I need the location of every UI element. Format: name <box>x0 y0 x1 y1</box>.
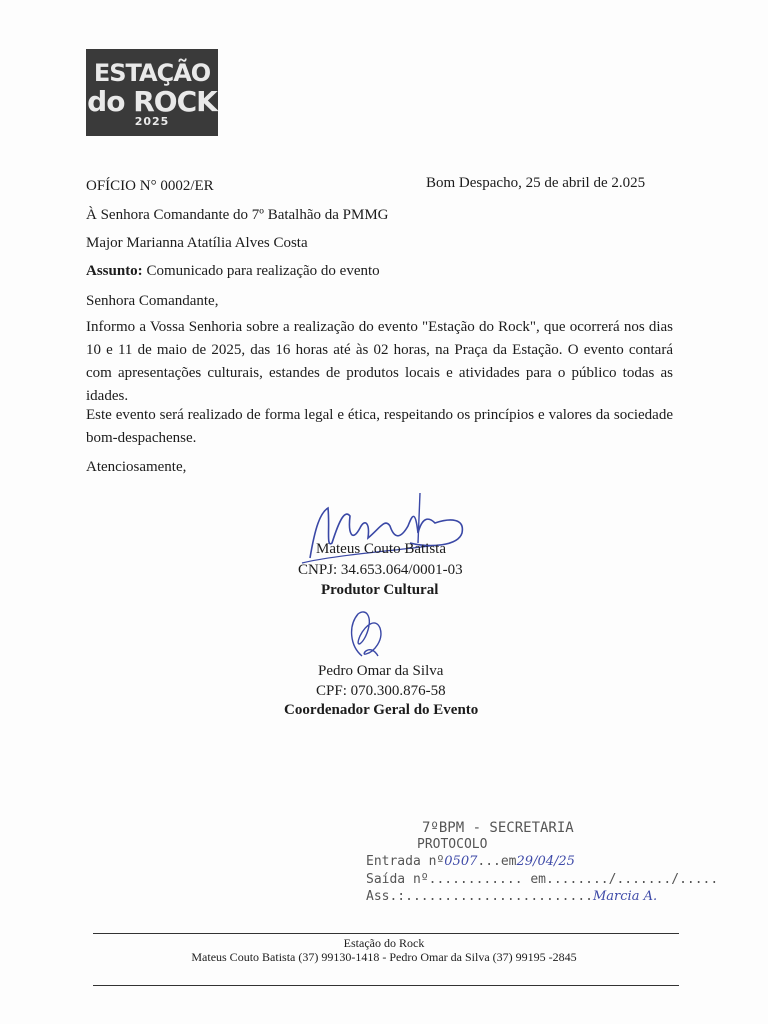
recipient-line1: À Senhora Comandante do 7º Batalhão da PMMG <box>86 207 389 223</box>
stamp-entrada: Entrada nº0507...em29/04/25 <box>366 854 575 869</box>
salutation: Senhora Comandante, <box>86 293 219 309</box>
stamp-ass <box>366 889 657 904</box>
closing: Atenciosamente, <box>86 459 187 475</box>
stamp-ass-signature: Marcia A. <box>592 889 658 904</box>
signer2-name: Pedro Omar da Silva <box>318 663 444 679</box>
body-paragraph-1: Informo a Vossa Senhoria sobre a realização do evento "Estação do Rock", que ocorrerá nos dias 10 e 11 de maio de 2025, das 16 horas até às 02 horas, na Praça da Estação. O evento contará com apresentações culturais, estandes de produtos locais e atividades para o público todas as idades. <box>86 319 673 404</box>
stamp-ass-label: Ass.:........................ <box>366 889 593 904</box>
stamp-subtitle: PROTOCOLO <box>417 837 488 852</box>
logo-year: 2025 <box>134 115 170 128</box>
footer-title: Estação do Rock <box>343 936 425 950</box>
stamp-saida: Saída nº............ em......../......./..... <box>366 872 719 887</box>
signature-pedro <box>340 606 390 661</box>
stamp-title: 7ºBPM - SECRETARIA <box>422 820 574 836</box>
signer1-cnpj: CNPJ: 34.653.064/0001-03 <box>298 562 463 578</box>
stamp-entrada-date: 29/04/25 <box>516 854 575 869</box>
recipient-line2: Major Marianna Atatília Alves Costa <box>86 235 308 251</box>
footer-bottom-rule <box>93 985 679 986</box>
stamp-entrada-number: 0507 <box>444 854 478 869</box>
signer2-cpf: CPF: 070.300.876-58 <box>316 683 446 699</box>
logo-line2: do ROCK <box>87 85 217 118</box>
logo-line1: ESTAÇÃO <box>93 59 211 87</box>
subject-text: Comunicado para realização do evento <box>146 263 380 279</box>
signer1-role: Produtor Cultural <box>321 582 439 598</box>
signer1-name: Mateus Couto Batista <box>316 541 446 557</box>
subject-line <box>86 262 380 280</box>
signer2-role: Coordenador Geral do Evento <box>284 702 479 718</box>
body-paragraph-2: Este evento será realizado de forma legal e ética, respeitando os princípios e valores da sociedade bom-despachense. <box>86 407 673 446</box>
event-logo <box>86 49 218 136</box>
subject-label: Assunto: <box>86 263 143 279</box>
stamp-entrada-label: Entrada nº <box>366 854 445 869</box>
footer-contacts: Mateus Couto Batista (37) 99130-1418 - Pedro Omar da Silva (37) 99195 -2845 <box>191 950 577 964</box>
stamp-entrada-em: em <box>500 854 517 869</box>
footer-top-rule <box>93 933 679 934</box>
oficio-number: OFÍCIO N° 0002/ER <box>86 178 214 194</box>
document-date: Bom Despacho, 25 de abril de 2.025 <box>426 175 646 191</box>
protocol-stamp <box>360 820 719 910</box>
